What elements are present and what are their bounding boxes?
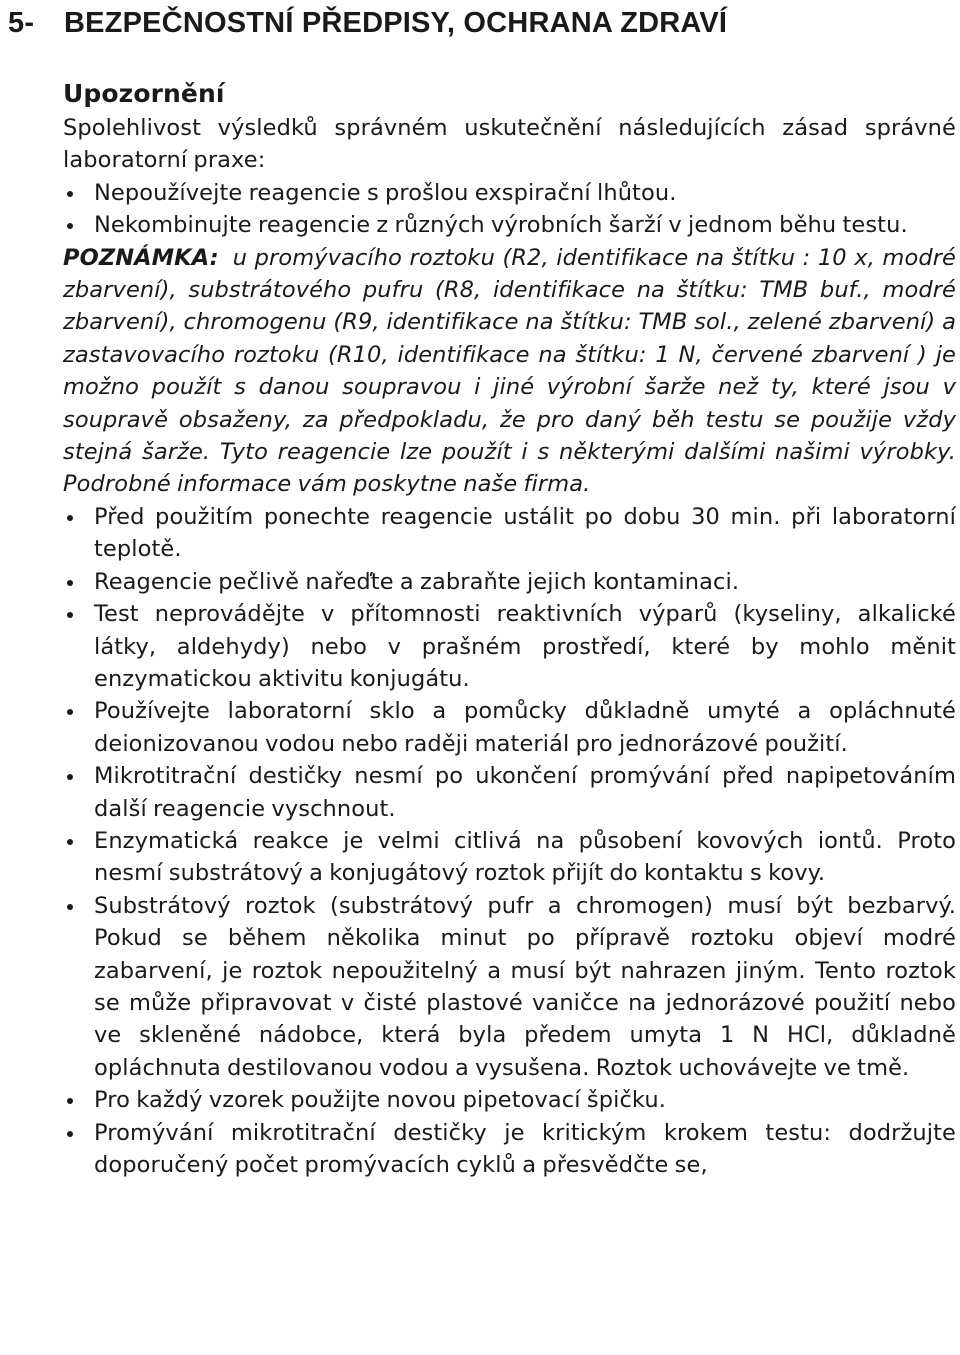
bullet-icon xyxy=(67,709,73,715)
bullet-icon xyxy=(67,904,73,910)
bullet-icon xyxy=(67,612,73,618)
list-item-text: Pro každý vzorek použijte novou pipetovací špičku. xyxy=(94,1087,666,1114)
warning-intro: Spolehlivost výsledků správném uskutečnění následujících zásad správné laboratorní praxe: xyxy=(63,115,956,174)
note-label: POZNÁMKA: xyxy=(63,244,219,271)
bullet-icon xyxy=(67,1131,73,1137)
bullet-icon xyxy=(67,223,73,229)
list-item-text: Před použitím ponechte reagencie ustálit po dobu 30 min. při laboratorní teplotě. xyxy=(94,503,956,563)
list-item xyxy=(63,209,956,241)
list-item-text: Substrátový roztok (substrátový pufr a chromogen) musí být bezbarvý. Pokud se během několika minut po přípravě roztoku objeví modré zabarvení, je roztok nepoužitelný a musí být nahrazen jiným. Tento roztok se může připravovat v čisté plastové vaničce na jednorázové použití nebo ve skleněné nádobce, která byla předem umyta 1 N HCl, důkladně opláchnuta destilovanou vodou a vysušena. Roztok uchovávejte ve tmě. xyxy=(94,892,956,1081)
list-item xyxy=(63,890,956,1084)
list-item-text: Nekombinujte reagencie z různých výrobních šarží v jednom běhu testu. xyxy=(94,212,908,239)
bullet-icon xyxy=(67,191,73,197)
list-item xyxy=(63,825,956,890)
section-number: 5- xyxy=(8,7,35,39)
bullet-icon xyxy=(67,774,73,780)
section-heading xyxy=(8,4,727,42)
bullet-list-b xyxy=(63,501,956,1182)
list-item-text: Používejte laboratorní sklo a pomůcky důkladně umyté a opláchnuté deionizovanou vodou nebo raději materiál pro jednorázové použití. xyxy=(94,698,956,757)
note-paragraph xyxy=(63,242,956,501)
list-item xyxy=(63,598,956,695)
list-item xyxy=(63,177,956,209)
bullet-icon xyxy=(67,1098,73,1104)
list-item xyxy=(63,760,956,825)
list-item xyxy=(63,501,956,566)
section-title: BEZPEČNOSTNÍ PŘEDPISY, OCHRANA ZDRAVÍ xyxy=(64,7,728,39)
list-item-text: Promývání mikrotitrační destičky je kritickým krokem testu: dodržujte doporučený počet promývacích cyklů a přesvědčte se, xyxy=(94,1119,956,1178)
list-item xyxy=(63,695,956,760)
section-body xyxy=(63,76,956,1181)
list-item xyxy=(63,566,956,598)
bullet-icon xyxy=(67,839,73,845)
bullet-list-a xyxy=(63,177,956,242)
list-item-text: Reagencie pečlivě nařeďte a zabraňte jejich kontaminaci. xyxy=(94,568,740,595)
list-item-text: Enzymatická reakce je velmi citlivá na působení kovových iontů. Proto nesmí substrátový a konjugátový roztok přijít do kontaktu s kovy. xyxy=(94,827,956,887)
note-text: u promývacího roztoku (R2, identifikace na štítku : 10 x, modré zbarvení), substrátového pufru (R8, identifikace na štítku: TMB buf., modré zbarvení), chromogenu (R9, identifikace na štítku: TMB sol., zelené zbarvení) a zastavovacího roztoku (R10, identifikace na štítku: 1 N, červené zbarvení ) je možno použít s danou soupravou i jiné výrobní šarže než ty, které jsou v soupravě obsaženy, za předpokladu, že pro daný běh testu se použije vždy stejná šarže. Tyto reagencie lze použít i s některými dalšími našimi výrobky. Podrobné informace vám poskytne naše firma. xyxy=(63,244,956,498)
bullet-icon xyxy=(67,580,73,586)
bullet-icon xyxy=(67,515,73,521)
list-item-text: Test neprovádějte v přítomnosti reaktivních výparů (kyseliny, alkalické látky, aldehydy) nebo v prašném prostředí, které by mohlo měnit enzymatickou aktivitu konjugátu. xyxy=(94,601,956,692)
list-item-text: Mikrotitrační destičky nesmí po ukončení promývání před napipetováním další reagencie vyschnout. xyxy=(94,763,956,822)
list-item xyxy=(63,1084,956,1116)
list-item-text: Nepoužívejte reagencie s prošlou exspirační lhůtou. xyxy=(94,179,677,206)
list-item xyxy=(63,1117,956,1182)
warning-heading: Upozornění xyxy=(63,79,225,108)
